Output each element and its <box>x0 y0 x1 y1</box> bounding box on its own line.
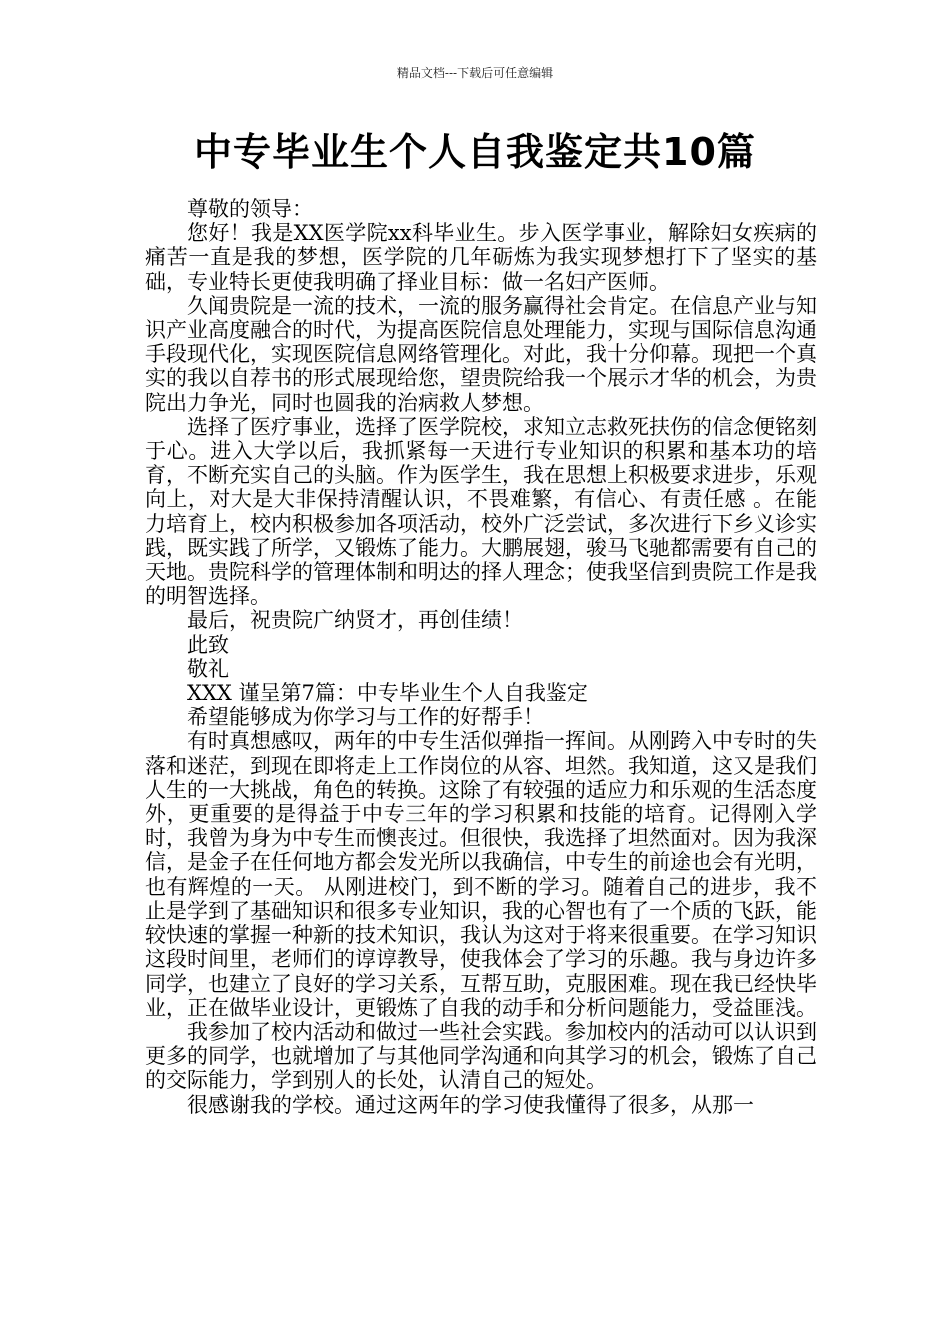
closing-cizhi: 此致 <box>187 632 229 657</box>
document-title: 中专毕业生个人自我鉴定共10篇 <box>194 130 756 174</box>
signature-and-section-heading: XXX 谨呈第7篇：中专毕业生个人自我鉴定 <box>187 681 588 706</box>
paragraph-reflection: 有时真想感叹，两年的中专生活似弹指一挥间。从刚跨入中专时的失落和迷茫，到现在即将走上工作岗位的从容、坦然。我知道，这又是我们人生的一大挑战，角色的转换。这除了有较强的适应力和乐观的生活态度外，更重要的是得益于中专三年的学习积累和技能的培育。记得刚入学时，我曾为身为中专生而懊丧过。但很快，我选择了坦然面对。因为我深信，是金子在任何地方都会发光所以我确信，中专生的前途也会有光明，也有辉煌的一天。 从刚进校门，到不断的学习。随着自己的进步，我不止是学到了基础知识和很多专业知识，我的心智也有了一个质的飞跃，能较快速的掌握一种新的技术知识，我认为这对于将来很重要。在学习知识这段时间里，老师们的谆谆教导，使我体会了学习的乐趣。我与身边许多同学，也建立了良好的学习关系，互帮互助，克服困难。现在我已经快毕业，正在做毕业设计，更锻炼了自我的动手和分析问题能力，受益匪浅。 <box>145 729 817 1020</box>
paragraph-activities: 我参加了校内活动和做过一些社会实践。参加校内的活动可以认识到更多的同学，也就增加了与其他同学沟通和向其学习的机会，锻炼了自己的交际能力，学到别人的长处，认清自己的短处。 <box>145 1019 817 1093</box>
salutation: 尊敬的领导： <box>187 197 313 221</box>
document-body <box>145 197 817 1117</box>
paragraph-choice: 选择了医疗事业，选择了医学院校，求知立志救死扶伤的信念便铭刻于心。进入大学以后，我抓紧每一天进行专业知识的积累和基本功的培育，不断充实自己的头脑。作为医学生，我在思想上积极要求进步，乐观向上，对大是大非保持清醒认识，不畏难繁，有信心、有责任感 。在能力培育上，校内积极参加各项活动，校外广泛尝试，多次进行下乡义诊实践，既实践了所学，又锻炼了能力。大鹏展翅，骏马飞驰都需要有自己的天地。贵院科学的管理体制和明达的择人理念；使我坚信到贵院工作是我的明智选择。 <box>145 414 817 609</box>
paragraph-thanks: 很感谢我的学校。通过这两年的学习使我懂得了很多，从那一 <box>187 1092 754 1117</box>
paragraph-helpful-note: 希望能够成为你学习与工作的好帮手！ <box>187 705 544 730</box>
closing-jingli: 敬礼 <box>187 656 229 681</box>
paragraph-greeting: 您好！我是XX医学院xx科毕业生。步入医学事业，解除妇女疾病的痛苦一直是我的梦想，医学院的几年砺炼为我实现梦想打下了坚实的基础，专业特长更使我明确了择业目标：做一名妇产医师。 <box>145 221 817 294</box>
header-note: 精品文档---下载后可任意编辑 <box>396 66 554 80</box>
paragraph-hospital: 久闻贵院是一流的技术，一流的服务赢得社会肯定。在信息产业与知识产业高度融合的时代，为提高医院信息处理能力，实现与国际信息沟通手段现代化，实现医院信息网络管理化。对此，我十分仰幕。现把一个真实的我以自荐书的形式展现给您，望贵院给我一个展示才华的机会，为贵院出力争光，同时也圆我的治病救人梦想。 <box>145 293 817 415</box>
paragraph-closing-wish: 最后，祝贵院广纳贤才，再创佳绩！ <box>187 608 523 633</box>
